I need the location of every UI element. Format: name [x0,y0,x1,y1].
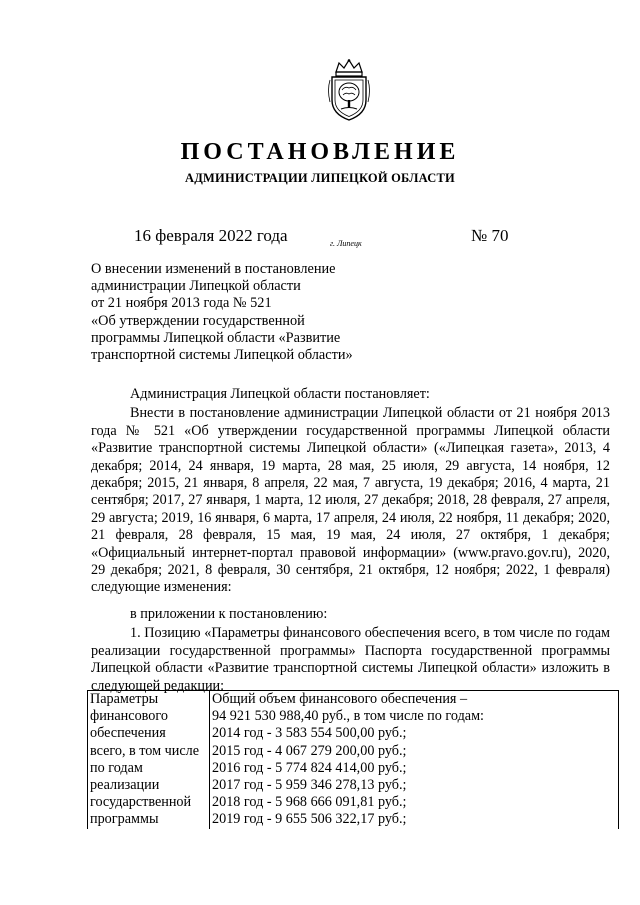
subject-line: транспортной системы Липецкой области» [91,347,353,364]
subject-line: «Об утверждении государственной [91,312,305,329]
financing-table [87,690,619,829]
document-title: ПОСТАНОВЛЕНИЕ [180,139,460,165]
appendix-paragraph: в приложении к постановлению: [130,605,328,622]
table-cell-label: Параметры финансового обеспечения всего, в том числе по годам реализации государственной программы [88,691,210,829]
document-city: г. Липецк [330,239,362,248]
document-body [91,386,610,695]
document-date: 16 февраля 2022 года [134,226,288,245]
subject-line: администрации Липецкой области [91,278,301,295]
document-subtitle: АДМИНИСТРАЦИИ ЛИПЕЦКОЙ ОБЛАСТИ [185,171,455,185]
intro-paragraph: Администрация Липецкой области постановляет: [130,386,430,402]
coat-of-arms-icon [326,58,372,122]
document-subject [91,261,353,364]
table-cell-values: Общий объем финансового обеспечения – 94 921 530 988,40 руб., в том числе по годам: 2014 год - 3 583 554 500,00 руб.; 2015 год - 4 067 279 200,00 руб.; 2016 год - 5 774 824 414,00 руб.; 2017 год - 5 959 346 278,13 руб.; 2018 год - 5 968 666 091,81 руб.; 2019 год - 9 655 506 322,17 руб.; [210,691,619,829]
subject-line: от 21 ноября 2013 года № 521 [91,295,272,312]
position-paragraph: 1. Позицию «Параметры финансового обеспечения всего, в том числе по годам реализации государственной программы» Паспорта государственной программы Липецкой области «Развитие транспортной системы Липецкой области» изложить в следующей редакции: [91,625,610,694]
amendment-paragraph: Внести в постановление администрации Липецкой области от 21 ноября 2013 года № 521 «Об утверждении государственной программы Липецкой области «Развитие транспортной системы Липецкой области» («Липецкая газета», 2013, 4 декабря; 2014, 24 января, 19 марта, 28 мая, 25 июля, 29 августа, 14 ноября, 12 декабря; 2015, 21 января, 8 апреля, 22 мая, 7 августа, 19 декабря; 2016, 4 марта, 21 сентября; 2017, 27 января, 1 марта, 12 июля, 27 декабря; 2018, 28 февраля, 27 апреля, 29 августа; 2019, 16 января, 6 марта, 17 апреля, 24 июля, 22 ноября, 11 декабря; 2020, 21 февраля, 28 февраля, 15 мая, 19 мая, 24 июля, 27 октября, 1 декабря; «Официальный интернет-портал правовой информации» (www.pravo.gov.ru), 2020, 29 декабря; 2021, 8 февраля, 30 сентября, 21 октября, 12 ноября; 2022, 1 февраля) следующие изменения: [91,405,610,596]
table-row [88,691,619,829]
subject-line: программы Липецкой области «Развитие [91,329,341,346]
document-number: № 70 [471,226,509,245]
subject-line: О внесении изменений в постановление [91,261,336,277]
